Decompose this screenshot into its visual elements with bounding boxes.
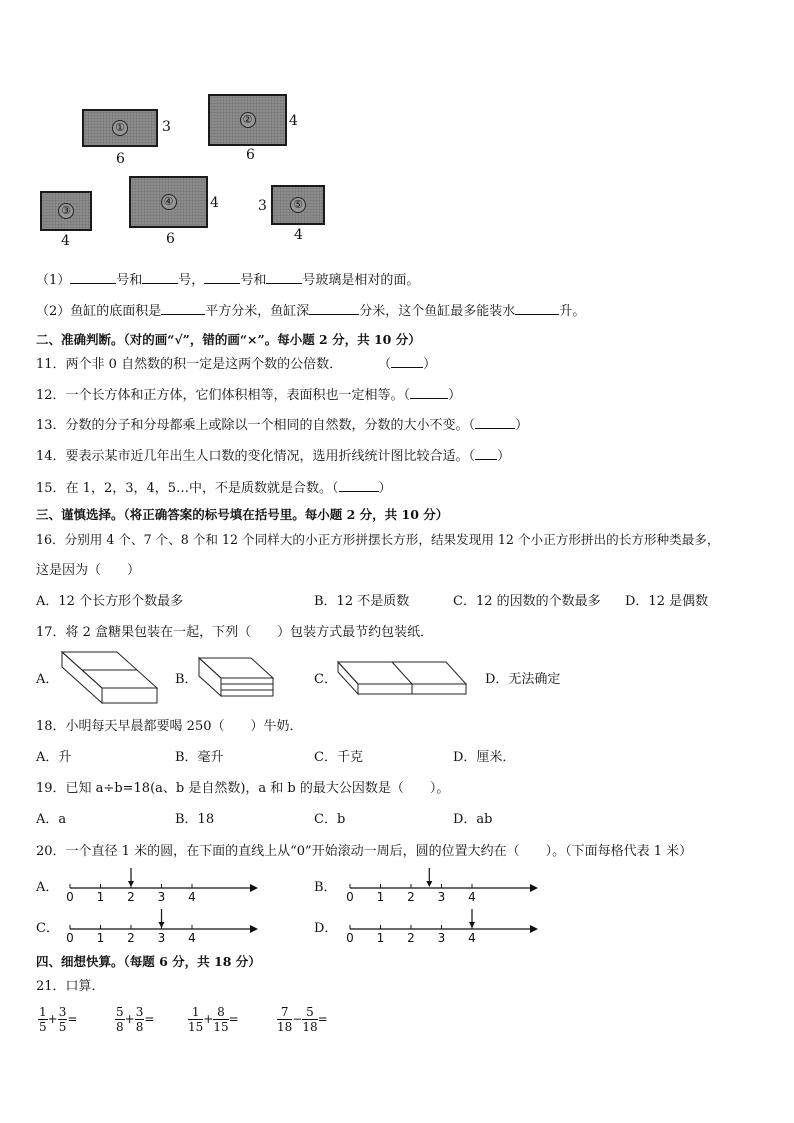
- q11: 11．两个非 0 自然数的积一定是这两个数的公倍数． （ ）: [36, 357, 437, 372]
- q16-option-a[interactable]: A．12 个长方形个数最多: [36, 594, 184, 609]
- number-line-b: [340, 866, 540, 906]
- q17-option-b[interactable]: B．: [175, 672, 198, 687]
- fraction: $\frac{1}{15}$: [188, 1005, 204, 1034]
- answer-blank[interactable]: [410, 386, 448, 399]
- position-arrowhead: [426, 881, 432, 887]
- answer-blank[interactable]: [475, 447, 497, 460]
- q18-option-d[interactable]: D．厘米．: [453, 750, 516, 765]
- fraction: $\frac{3}{8}$: [135, 1005, 144, 1034]
- q15: 15．在 1，2，3，4，5…中，不是质数就是合数。（ ）: [36, 481, 392, 496]
- box-drawing-c: [336, 660, 470, 698]
- rect-2: [208, 94, 287, 146]
- q19-option-a[interactable]: A．a: [36, 812, 67, 827]
- fraction: $\frac{7}{18}$: [277, 1005, 293, 1034]
- box-drawing-a: [60, 650, 160, 710]
- rect-2-height: 4: [289, 113, 298, 129]
- position-arrowhead: [128, 881, 134, 887]
- rect-4-width: 6: [166, 231, 175, 247]
- q19-option-b[interactable]: B．18: [175, 812, 215, 827]
- tick-label: 1: [376, 931, 385, 945]
- q17-option-d[interactable]: D．无法确定: [485, 672, 561, 687]
- section2-title: 二、准确判断。（对的画“√”，错的画“×”。每小题 2 分，共 10 分）: [36, 332, 421, 347]
- rect-3-width: 4: [61, 233, 70, 249]
- q14: 14．要表示某市近几年出生人口数的变化情况，选用折线统计图比较合适。（ ）: [36, 449, 511, 464]
- q19-option-d[interactable]: D．ab: [453, 812, 493, 827]
- blank[interactable]: [309, 302, 359, 315]
- q16-option-c[interactable]: C．12 的因数的个数最多: [453, 594, 601, 609]
- tick-label: 1: [96, 931, 105, 945]
- position-arrowhead: [469, 922, 475, 928]
- rect-5-width: 4: [294, 227, 303, 243]
- axis-arrowhead: [530, 925, 538, 933]
- axis-arrowhead: [250, 925, 258, 933]
- q16-option-d[interactable]: D．12 是偶数: [625, 594, 709, 609]
- tick-label: 1: [376, 890, 385, 904]
- q20-option-b[interactable]: B．: [314, 880, 337, 895]
- axis-arrowhead: [530, 884, 538, 892]
- tick-label: 0: [66, 890, 74, 904]
- rect-1: [82, 109, 158, 147]
- q10-sub2: （2）鱼缸的底面积是 平方分米，鱼缸深 分米，这个鱼缸最多能装水 升。: [36, 304, 586, 319]
- blank[interactable]: [204, 271, 240, 284]
- q16-line1: 16．分别用 4 个、7 个、8 个和 12 个同样大的小正方形拼摆长方形，结果发现用 12 个小正方形拼出的长方形种类最多，: [36, 532, 720, 547]
- q10-sub1: （1） 号和 号， 号和 号玻璃是相对的面。: [36, 273, 420, 288]
- rect-5-height: 3: [258, 198, 267, 214]
- expr-3: $\frac{1}{15}$ + $\frac{8}{15}$ =: [188, 1005, 239, 1034]
- tick-label: 2: [407, 890, 415, 904]
- tick-label: 0: [346, 931, 354, 945]
- tick-label: 0: [66, 931, 74, 945]
- number-line-c: [60, 907, 260, 947]
- section4-title: 四、细想快算。（每题 6 分，共 18 分）: [36, 954, 261, 969]
- blank[interactable]: [515, 302, 559, 315]
- rect-1-label: ①: [112, 120, 128, 136]
- tick-label: 2: [407, 931, 415, 945]
- number-line-a: [60, 866, 260, 906]
- tick-label: 4: [188, 890, 196, 904]
- rect-2-width: 6: [246, 147, 255, 163]
- tick-label: 4: [468, 931, 476, 945]
- axis-arrowhead: [250, 884, 258, 892]
- fraction: $\frac{3}{5}$: [58, 1005, 67, 1034]
- q16-option-b[interactable]: B．12 不是质数: [314, 594, 410, 609]
- expr-2: $\frac{5}{8}$ + $\frac{3}{8}$ =: [116, 1005, 155, 1034]
- q20-option-d[interactable]: D．: [314, 921, 338, 936]
- q13: 13．分数的分子和分母都乘上或除以一个相同的自然数，分数的大小不变。（ ）: [36, 418, 529, 433]
- tick-label: 3: [437, 931, 446, 945]
- q18-text: 18．小明每天早晨都要喝 250（ ）牛奶．: [36, 719, 303, 734]
- fraction: $\frac{1}{5}$: [39, 1005, 47, 1034]
- tick-label: 1: [96, 890, 105, 904]
- fraction: $\frac{5}{8}$: [116, 1005, 124, 1034]
- rect-1-width: 6: [116, 151, 125, 167]
- q21-text: 21．口算．: [36, 979, 105, 994]
- q18-option-a[interactable]: A．升: [36, 750, 72, 765]
- rect-4-height: 4: [210, 195, 219, 211]
- tick-label: 4: [468, 890, 476, 904]
- tick-label: 2: [127, 931, 135, 945]
- answer-blank[interactable]: [475, 416, 515, 429]
- rect-5-label: ⑤: [290, 197, 306, 213]
- tick-label: 2: [127, 890, 135, 904]
- rect-4: [129, 176, 208, 228]
- blank[interactable]: [142, 271, 178, 284]
- tick-label: 3: [157, 890, 166, 904]
- blank[interactable]: [70, 271, 116, 284]
- q12: 12．一个长方体和正方体，它们体积相等，表面积也一定相等。（ ）: [36, 388, 462, 403]
- tick-label: 0: [346, 890, 354, 904]
- q18-option-b[interactable]: B．毫升: [175, 750, 224, 765]
- q20-option-c[interactable]: C．: [36, 921, 59, 936]
- q17-text: 17．将 2 盒糖果包装在一起，下列（ ）包装方式最节约包装纸．: [36, 625, 434, 640]
- rect-1-height: 3: [162, 119, 171, 135]
- fraction: $\frac{5}{18}$: [302, 1005, 318, 1034]
- blank[interactable]: [161, 302, 205, 315]
- tick-label: 3: [157, 931, 166, 945]
- rect-3: [40, 191, 92, 231]
- rect-5: [271, 185, 325, 225]
- q19-text: 19．已知 a÷b=18(a、b 是自然数)，a 和 b 的最大公因数是（ ）。: [36, 781, 450, 796]
- answer-blank[interactable]: [339, 479, 379, 492]
- q17-option-a[interactable]: A．: [36, 672, 59, 687]
- q16-line2: 这是因为（ ）: [36, 563, 141, 578]
- fraction: $\frac{8}{15}$: [213, 1005, 229, 1034]
- answer-blank[interactable]: [391, 355, 423, 368]
- q20-text: 20．一个直径 1 米的圆，在下面的直线上从“0”开始滚动一周后，圆的位置大约在（ ）。（下面每格代表 1 米）: [36, 844, 693, 859]
- blank[interactable]: [266, 271, 302, 284]
- section3-title: 三、谨慎选择。（将正确答案的标号填在括号里。每小题 2 分，共 10 分）: [36, 507, 449, 522]
- rect-4-label: ④: [161, 194, 177, 210]
- rect-2-label: ②: [240, 112, 256, 128]
- position-arrowhead: [159, 922, 165, 928]
- expr-4: $\frac{7}{18}$ − $\frac{5}{18}$ =: [277, 1005, 328, 1034]
- rect-3-label: ③: [58, 203, 74, 219]
- tick-label: 4: [188, 931, 196, 945]
- number-line-d: [340, 907, 540, 947]
- q17-option-c[interactable]: C．: [314, 672, 337, 687]
- tick-label: 3: [437, 890, 446, 904]
- q20-option-a[interactable]: A．: [36, 880, 59, 895]
- q19-option-c[interactable]: C．b: [314, 812, 346, 827]
- q18-option-c[interactable]: C．千克: [314, 750, 363, 765]
- box-drawing-b: [197, 656, 277, 702]
- expr-1: $\frac{1}{5}$ + $\frac{3}{5}$ =: [39, 1005, 78, 1034]
